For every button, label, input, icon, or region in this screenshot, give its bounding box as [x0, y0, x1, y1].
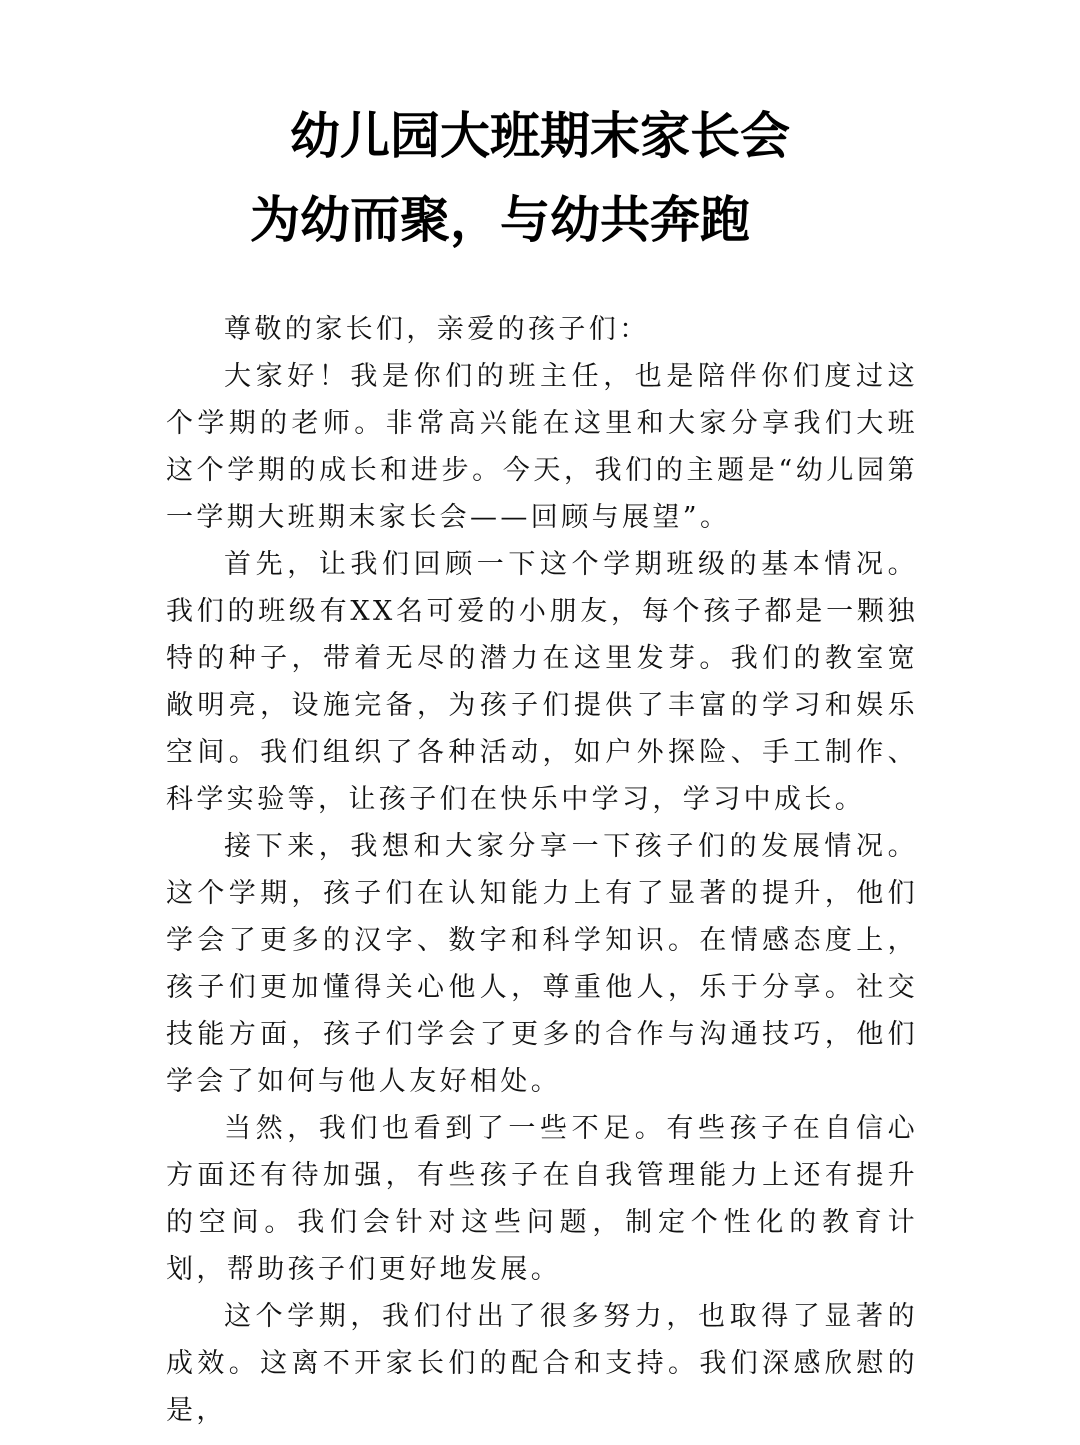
paragraph-achievements: 这个学期，我们付出了很多努力，也取得了显著的成效。这离不开家长们的配合和支持。我们深感欣慰的是，: [166, 1301, 918, 1426]
paragraph-greeting: 尊敬的家长们，亲爱的孩子们：: [224, 314, 650, 345]
paragraph-shortcomings: 当然，我们也看到了一些不足。有些孩子在自信心方面还有待加强，有些孩子在自我管理能力上还有提升的空间。我们会针对这些问题，制定个性化的教育计划，帮助孩子们更好地发展。: [166, 1113, 918, 1285]
paragraph-development: 接下来，我想和大家分享一下孩子们的发展情况。这个学期，孩子们在认知能力上有了显著的提升，他们学会了更多的汉字、数字和科学知识。在情感态度上，孩子们更加懂得关心他人，尊重他人，乐于分享。社交技能方面，孩子们学会了更多的合作与沟通技巧，他们学会了如何与他人友好相处。: [166, 831, 918, 1097]
paragraph-class-overview: 首先，让我们回顾一下这个学期班级的基本情况。我们的班级有XX名可爱的小朋友，每个孩子都是一颗独特的种子，带着无尽的潜力在这里发芽。我们的教室宽敞明亮，设施完备，为孩子们提供了丰富的学习和娱乐空间。我们组织了各种活动，如户外探险、手工制作、科学实验等，让孩子们在快乐中学习，学习中成长。: [166, 549, 918, 815]
document-title: 幼儿园大班期末家长会: [290, 107, 790, 165]
document-body: [166, 306, 918, 1434]
paragraph-introduction: 大家好！我是你们的班主任，也是陪伴你们度过这个学期的老师。非常高兴能在这里和大家分享我们大班这个学期的成长和进步。今天，我们的主题是“幼儿园第一学期大班期末家长会——回顾与展望”。: [166, 361, 918, 533]
document-subtitle: 为幼而聚，与幼共奔跑: [250, 191, 750, 249]
